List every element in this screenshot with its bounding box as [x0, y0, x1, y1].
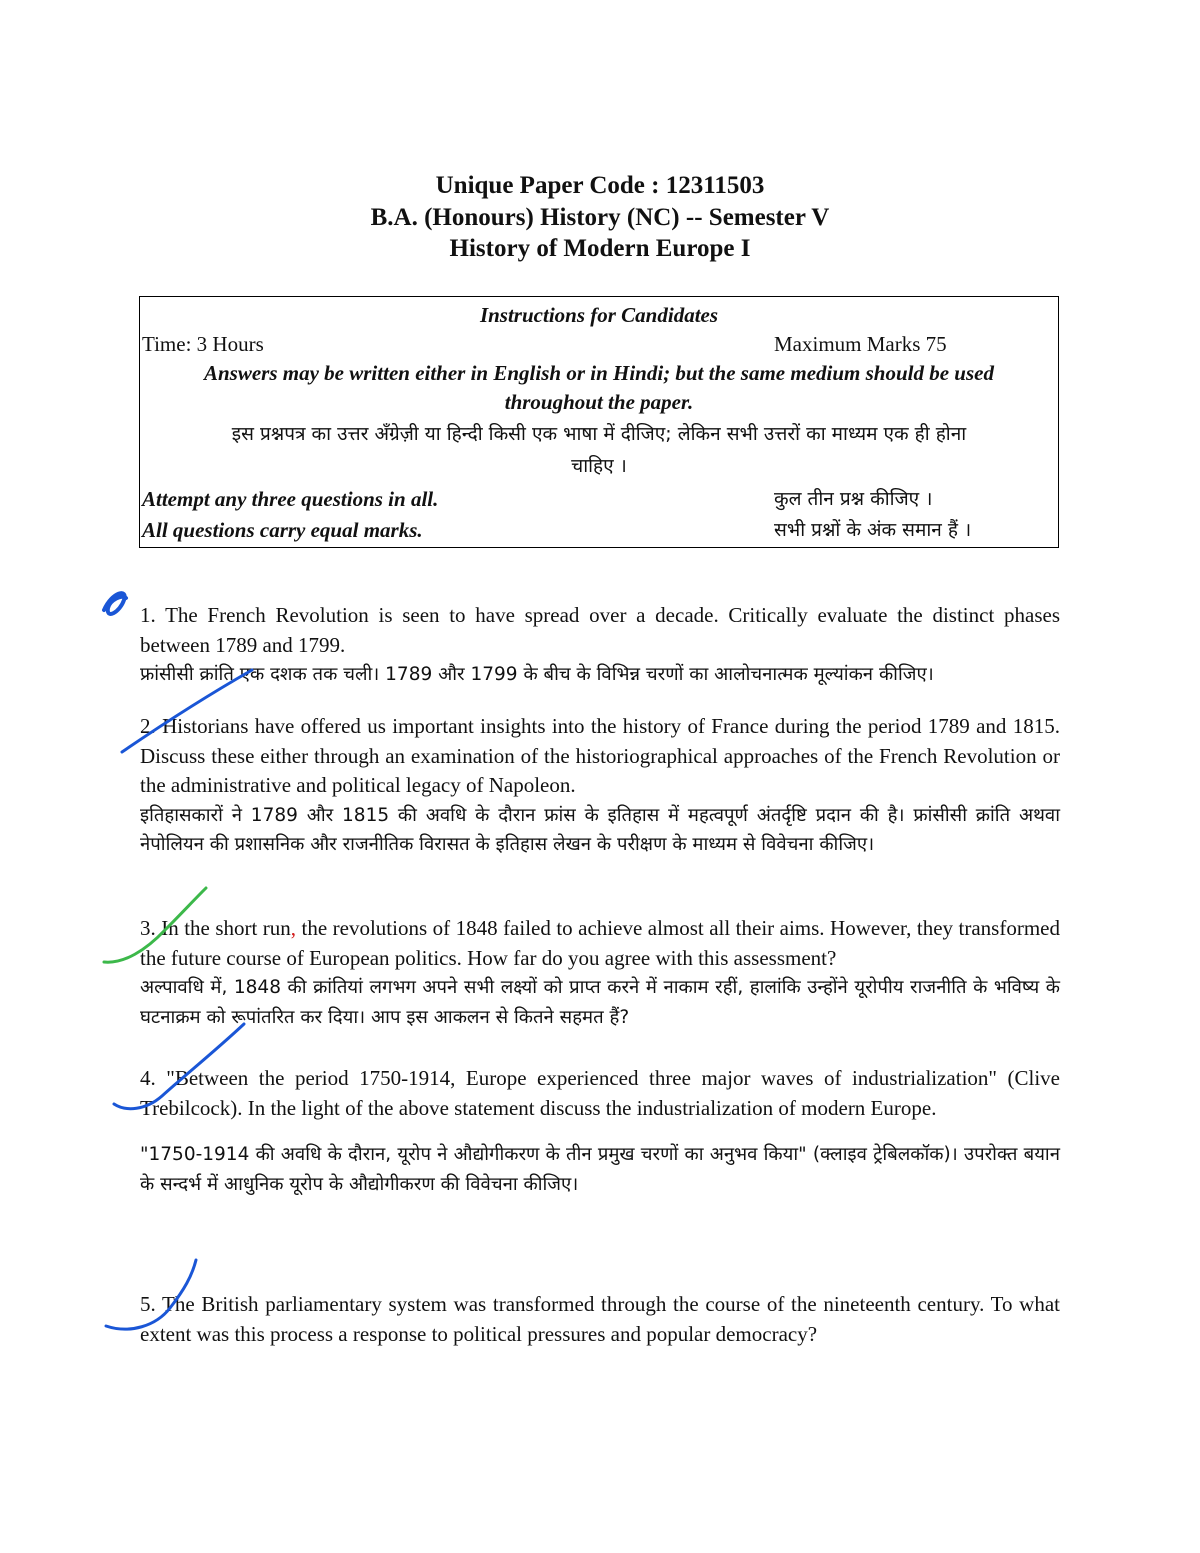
time-label: Time: 3 Hours — [142, 332, 264, 356]
question-3-en-rest: the revolutions of 1848 failed to achieve almost all their aims. However, they transformed the future course of European politics. How far do you agree with this assessment? — [140, 916, 1060, 970]
paper-header — [0, 170, 1200, 265]
attempt-instruction-hi: कुल तीन प्रश्न कीजिए । — [774, 488, 933, 510]
question-2 — [140, 712, 1060, 860]
medium-instruction-hi-cont: चाहिए । — [571, 455, 627, 477]
question-5 — [140, 1290, 1060, 1349]
question-3-en — [140, 914, 1060, 973]
question-3 — [140, 914, 1060, 1032]
question-1 — [140, 601, 1060, 690]
paper-code: Unique Paper Code : 12311503 — [435, 172, 765, 199]
question-3-red-comma: , — [290, 916, 297, 940]
question-5-en: 5. The British parliamentary system was transformed through the course of the nineteenth century. To what extent was this process a response to political pressures and popular democracy? — [140, 1292, 1060, 1346]
question-3-en-start: 3. In the short run — [140, 916, 291, 940]
attempt-instruction-en: Attempt any three questions in all. — [142, 487, 439, 511]
question-3-hi: अल्पावधि में, 1848 की क्रांतियां लगभग अपने सभी लक्ष्यों को प्राप्त करने में नाकाम रहीं, हालांकि उन्होंने यूरोपीय राजनीति के भविष्य के घटनाक्रम को रूपांतरित कर दिया। आप इस आकलन से कितने सहमत हैं? — [140, 977, 1060, 1028]
marks-instruction-en: All questions carry equal marks. — [142, 518, 423, 542]
medium-instruction-en-cont: throughout the paper. — [504, 390, 694, 414]
question-1-en: 1. The French Revolution is seen to have spread over a decade. Critically evaluate the distinct phases between 1789 and 1799. — [140, 603, 1060, 657]
question-4 — [140, 1064, 1060, 1199]
max-marks-label: Maximum Marks 75 — [774, 332, 947, 356]
question-4-en: 4. "Between the period 1750-1914, Europe experienced three major waves of industrialization" (Clive Trebilcock). In the light of the above statement discuss the industrialization of modern Europe. — [140, 1066, 1060, 1120]
course-title: B.A. (Honours) History (NC) -- Semester V — [370, 203, 830, 231]
blue-ink-loop — [104, 593, 126, 614]
question-2-en: 2. Historians have offered us important insights into the history of France during the period 1789 and 1815. Discuss these either through an examination of the historiographical approaches of the French Revolution or the administrative and political legacy of Napoleon. — [140, 714, 1060, 797]
question-1-hi: फ्रांसीसी क्रांति एक दशक तक चली। 1789 और 1799 के बीच के विभिन्न चरणों का आलोचनात्मक मूल्यांकन कीजिए। — [140, 664, 934, 685]
medium-instruction-en: Answers may be written either in English or in Hindi; but the same medium should be used — [204, 361, 994, 385]
instructions-title: Instructions for Candidates — [479, 303, 719, 327]
instructions-box — [139, 296, 1059, 548]
marks-instruction-hi: सभी प्रश्नों के अंक समान हैं । — [774, 519, 972, 541]
question-4-hi: "1750-1914 की अवधि के दौरान, यूरोप ने औद्योगीकरण के तीन प्रमुख चरणों का अनुभव किया" (क्लाइव ट्रेबिलकॉक)। उपरोक्त बयान के सन्दर्भ में आधुनिक यूरोप के औद्योगीकरण की विवेचना कीजिए। — [140, 1144, 1060, 1195]
question-2-hi: इतिहासकारों ने 1789 और 1815 की अवधि के दौरान फ्रांस के इतिहास में महत्वपूर्ण अंतर्दृष्टि प्रदान की है। फ्रांसीसी क्रांति अथवा नेपोलियन की प्रशासनिक और राजनीतिक विरासत के इतिहास लेखन के परीक्षण के माध्यम से विवेचना कीजिए। — [140, 804, 1060, 855]
medium-instruction-hi: इस प्रश्नपत्र का उत्तर अँग्रेज़ी या हिन्दी किसी एक भाषा में दीजिए; लेकिन सभी उत्तरों का माध्यम एक ही होना — [231, 423, 967, 445]
paper-title: History of Modern Europe I — [449, 235, 751, 262]
